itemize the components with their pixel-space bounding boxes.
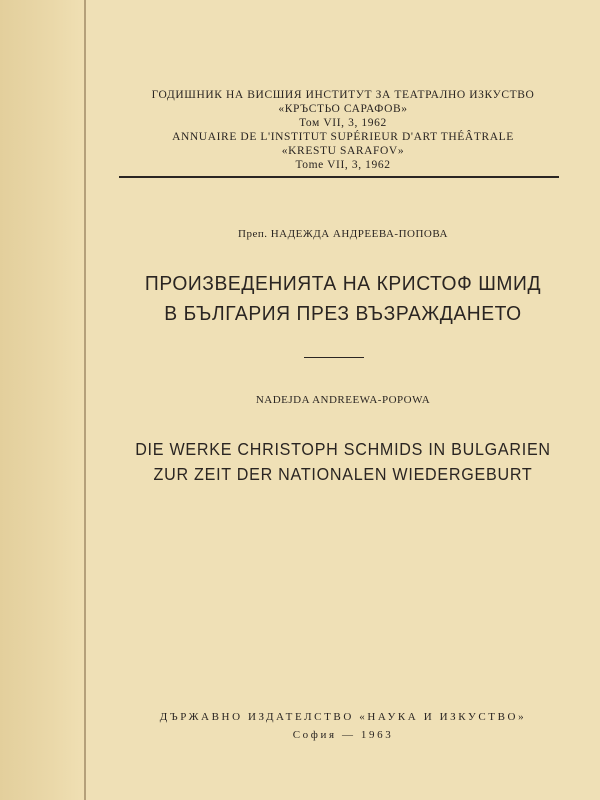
author-de: NADEJDA ANDREEWA-POPOWA bbox=[255, 394, 431, 406]
journal-title-bg: ГОДИШНИК НА ВИСШИЯ ИНСТИТУТ ЗА ТЕАТРАЛНО ИЗКУСТВО bbox=[151, 89, 535, 101]
title-bg-line1: ПРОИЗВЕДЕНИЯТА НА КРИСТОФ ШМИД bbox=[144, 272, 542, 295]
journal-volume-fr: Tome VII, 3, 1962 bbox=[295, 159, 391, 171]
header-rule bbox=[119, 176, 559, 178]
journal-name-fr: «KRESTU SARAFOV» bbox=[281, 145, 405, 157]
title-bg-line2: В БЪЛГАРИЯ ПРЕЗ ВЪЗРАЖДАНЕТО bbox=[164, 302, 522, 325]
city-year: София — 1963 bbox=[292, 729, 394, 741]
journal-volume-bg: Том VII, 3, 1962 bbox=[299, 117, 387, 129]
separator-rule bbox=[304, 357, 364, 358]
facing-page-margin bbox=[0, 0, 86, 800]
journal-title-fr: ANNUAIRE DE L'INSTITUT SUPÉRIEUR D'ART THÉÂTRALE bbox=[172, 131, 514, 143]
author-bg: Преп. НАДЕЖДА АНДРЕЕВА-ПОПОВА bbox=[238, 228, 448, 240]
journal-name-bg: «КРЪСТЬО САРАФОВ» bbox=[278, 103, 408, 115]
publisher: ДЪРЖАВНО ИЗДАТЕЛСТВО «НАУКА И ИЗКУСТВО» bbox=[159, 711, 527, 723]
title-de-line2: ZUR ZEIT DER NATIONALEN WIEDERGEBURT bbox=[153, 464, 533, 484]
title-de-line1: DIE WERKE CHRISTOPH SCHMIDS IN BULGARIEN bbox=[135, 439, 551, 459]
